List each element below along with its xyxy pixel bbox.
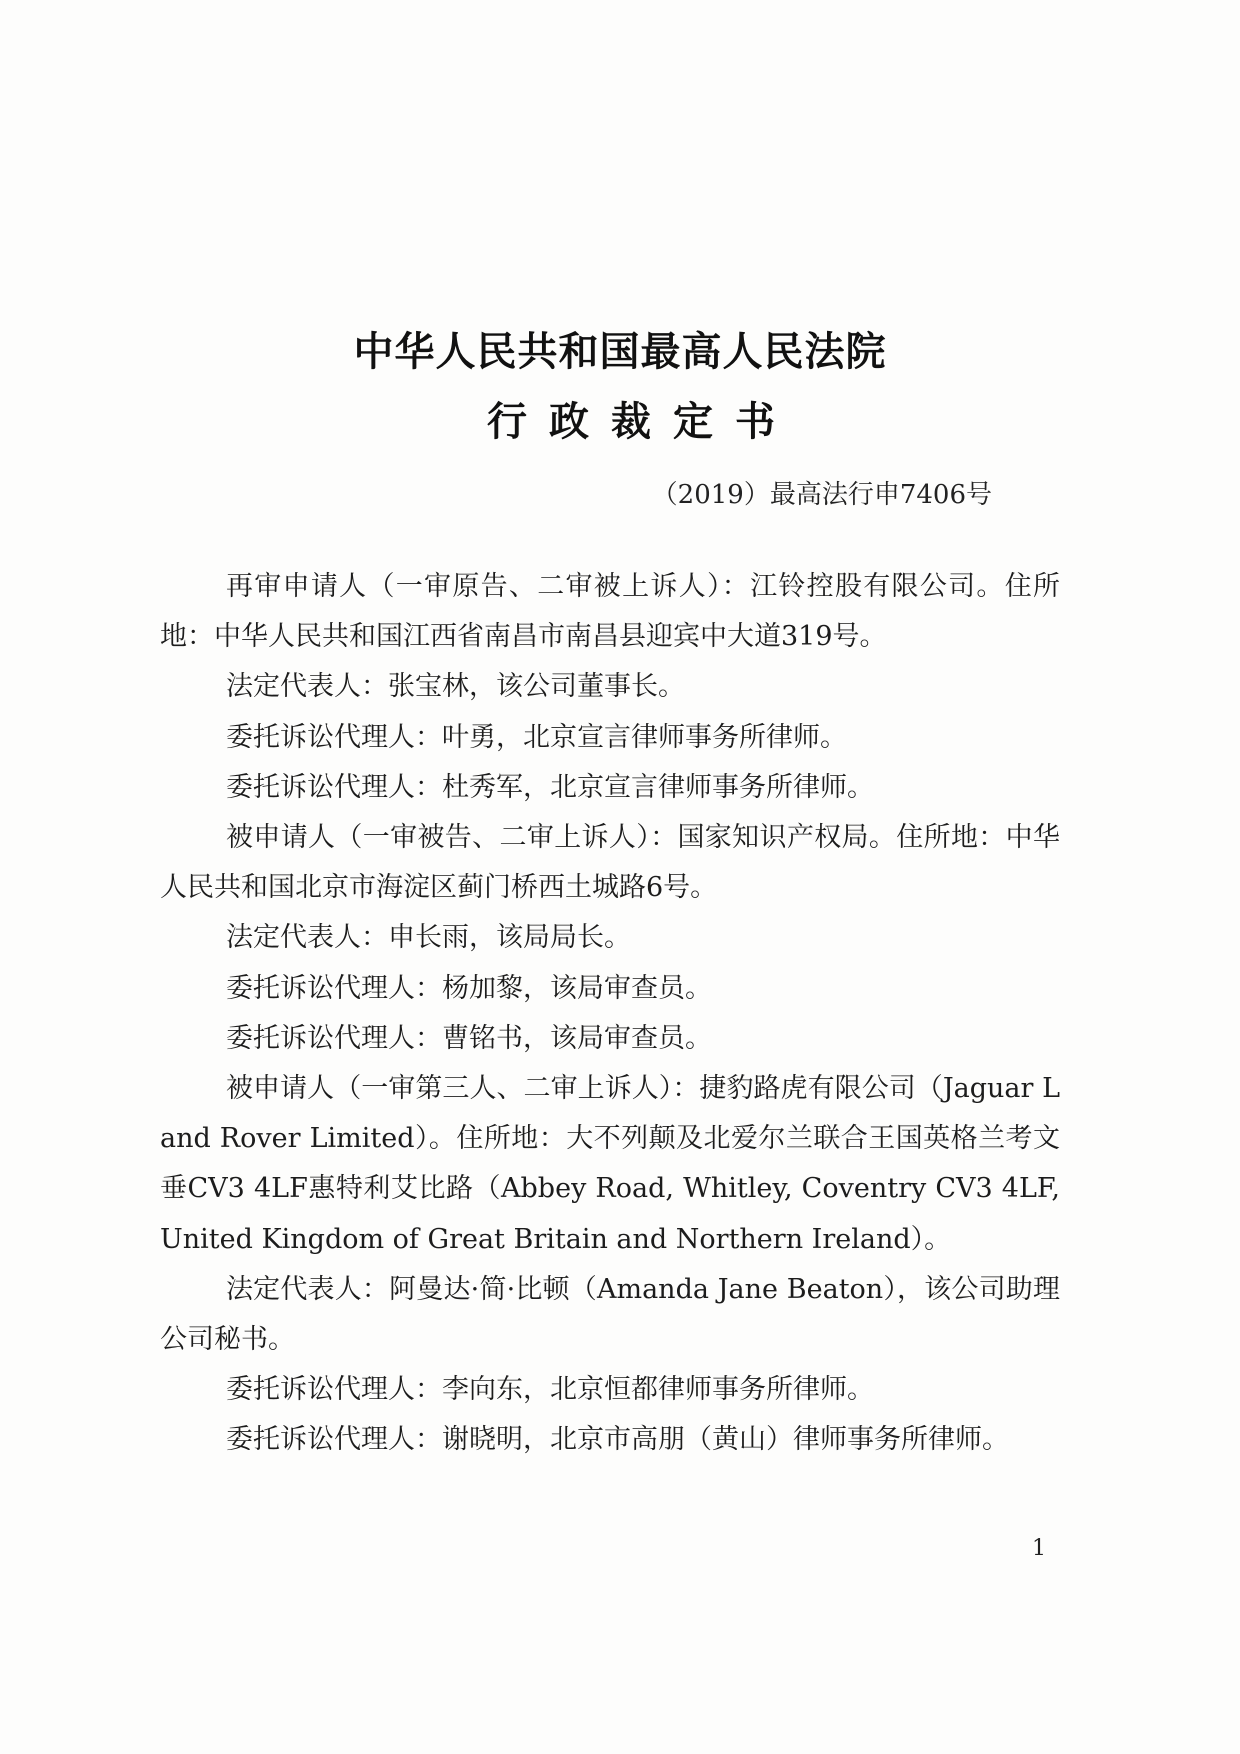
paragraph-applicant-agent-1: 委托诉讼代理人：叶勇，北京宣言律师事务所律师。 — [226, 721, 847, 753]
paragraph-respondent-1-agent-1: 委托诉讼代理人：杨加黎，该局审查员。 — [226, 972, 712, 1004]
paragraph-respondent-2-representative: 法定代表人：阿曼达·简·比顿（Amanda Jane Beaton），该公司助理公司秘书。 — [160, 1273, 1060, 1356]
page-number: 1 — [1032, 1536, 1046, 1561]
paragraph-respondent-2-agent-2: 委托诉讼代理人：谢晓明，北京市高朋（黄山）律师事务所律师。 — [226, 1424, 1009, 1456]
paragraph-applicant-representative: 法定代表人：张宝林，该公司董事长。 — [226, 671, 685, 703]
paragraph-respondent-1-representative: 法定代表人：申长雨，该局局长。 — [226, 922, 631, 954]
paragraph-respondent-2-agent-1: 委托诉讼代理人：李向东，北京恒都律师事务所律师。 — [226, 1374, 874, 1406]
paragraph-respondent-1: 被申请人（一审被告、二审上诉人）：国家知识产权局。住所地：中华人民共和国北京市海淀区蓟门桥西土城路6号。 — [160, 822, 1060, 904]
court-name-heading: 中华人民共和国最高人民法院 — [353, 328, 887, 375]
case-number: （2019）最高法行申7406号 — [651, 480, 992, 510]
document-body — [160, 562, 1060, 1466]
paragraph-respondent-1-agent-2: 委托诉讼代理人：曹铭书，该局审查员。 — [226, 1022, 712, 1054]
paragraph-applicant-agent-2: 委托诉讼代理人：杜秀军，北京宣言律师事务所律师。 — [226, 771, 874, 803]
paragraph-applicant: 再审申请人（一审原告、二审被上诉人）：江铃控股有限公司。住所地：中华人民共和国江西省南昌市南昌县迎宾中大道319号。 — [160, 571, 1060, 653]
paragraph-respondent-2: 被申请人（一审第三人、二审上诉人）：捷豹路虎有限公司（Jaguar Land Rover Limited）。住所地：大不列颠及北爱尔兰联合王国英格兰考文垂CV3 4LF惠特利艾比路（Abbey Road, Whitley, Coventry CV3 4LF, United Kingdom of Great Britain and Northern Ireland）。 — [160, 1073, 1060, 1255]
document-type-heading: 行政裁定书 — [487, 398, 797, 445]
